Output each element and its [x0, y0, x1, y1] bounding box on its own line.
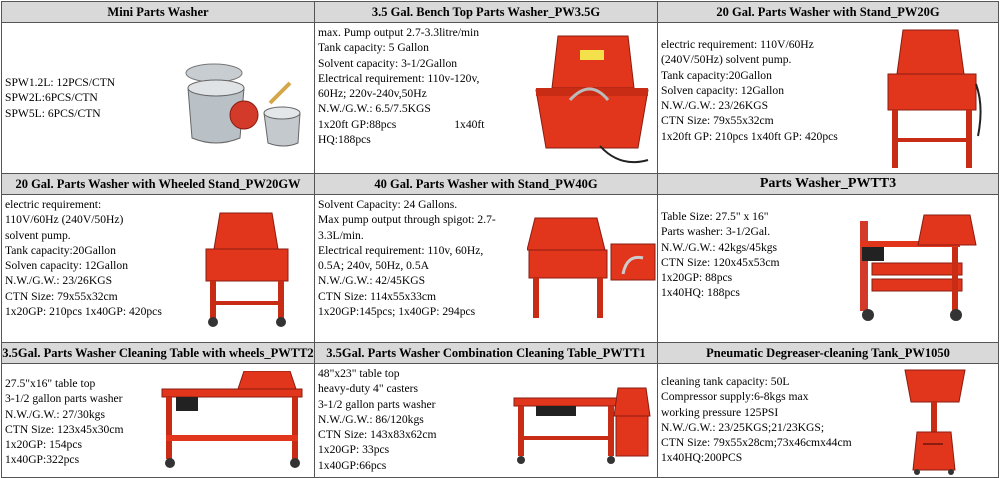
spec-line: CTN Size: 79x55x32cm [661, 114, 774, 128]
spec-line: 1x40GP:66pcs [318, 458, 387, 472]
product-title-pw20gw: 20 Gal. Parts Washer with Wheeled Stand_PW20GW [2, 174, 315, 195]
spec-line: SPW2L:6PCS/CTN [5, 91, 98, 105]
product-grid [1, 1, 999, 478]
product-title-pwtt3: Parts Washer_PWTT3 [658, 174, 999, 195]
spec-line: 1x20GP: 210pcs 1x40GP: 420pcs [5, 305, 162, 319]
spec-line: 1x20ft GP:88pcs 1x40ft [318, 117, 485, 131]
product-specs [2, 23, 164, 173]
spec-line: 1x40HQ:200PCS [661, 451, 743, 465]
washer-with-stand-image [869, 23, 998, 173]
product-cell-pwtt1 [315, 364, 658, 478]
product-specs [2, 195, 183, 342]
spec-line: Table Size: 27.5" x 16" [661, 210, 769, 223]
washer-40g-image [527, 195, 657, 342]
product-cell-mini-washer [2, 23, 315, 174]
spec-line: Electrical requirement: 110v-120v, [318, 71, 480, 85]
spec-line: solvent pump. [5, 228, 71, 242]
spec-line: 48"x23" table top [318, 367, 400, 380]
spec-line: 1x20GP:145pcs; 1x40GP: 294pcs [318, 305, 476, 319]
spec-line: electric requirement: 110V/60Hz [661, 38, 814, 51]
spec-line: CTN Size: 120x45x53cm [661, 255, 780, 269]
spec-line: N.W./G.W.: 42kgs/45kgs [661, 240, 778, 254]
spec-line: heavy-duty 4" casters [318, 382, 419, 396]
spec-line: 1x20GP: 33pcs [318, 443, 390, 457]
table-with-wheels-image [152, 364, 314, 477]
spec-line: N.W./G.W.: 6.5/7.5KGS [318, 102, 431, 116]
spec-line: 60Hz; 220v-240v,50Hz [318, 87, 427, 101]
product-title-mini-washer: Mini Parts Washer [2, 2, 315, 23]
spec-line: 1x20GP: 88pcs [661, 271, 733, 285]
bench-top-washer-image [527, 23, 657, 173]
spec-line: CTN Size: 114x55x33cm [318, 289, 437, 303]
spec-line: N.W./G.W.: 23/26KGS [661, 99, 769, 113]
spec-line: Solvent capacity: 3-1/2Gallon [318, 56, 458, 70]
product-title-pw3-5g: 3.5 Gal. Bench Top Parts Washer_PW3.5G [315, 2, 658, 23]
spec-line: CTN Size: 79x55x32cm [5, 289, 118, 303]
product-cell-pw20gw [2, 195, 315, 343]
spec-line: Parts washer: 3-1/2Gal. [661, 225, 771, 239]
product-title-pwtt1: 3.5Gal. Parts Washer Combination Cleaning Table_PWTT1 [315, 343, 658, 364]
mini-washer-image [164, 23, 314, 173]
spec-line: (240V/50Hz) solvent pump. [661, 53, 792, 67]
spec-line: Solven capacity: 12Gallon [5, 259, 128, 273]
product-specs [658, 23, 869, 173]
spec-line: Solven capacity: 12Gallon [661, 83, 784, 97]
spec-line: Max pump output through spigot: 2.7- [318, 213, 496, 227]
cart-washer-image [845, 195, 998, 342]
spec-line: N.W./G.W.: 23/26KGS [5, 274, 113, 288]
product-cell-pwtt2 [2, 364, 315, 478]
spec-line: cleaning tank capacity: 50L [661, 375, 790, 388]
spec-line: 3-1/2 gallon parts washer [5, 392, 123, 406]
product-cell-pwtt3 [658, 195, 999, 343]
product-title-pwtt2: 3.5Gal. Parts Washer Cleaning Table with wheels_PWTT2 [2, 343, 315, 364]
product-specs [658, 195, 845, 342]
spec-line: Tank capacity:20Gallon [661, 68, 772, 82]
product-title-pw40g: 40 Gal. Parts Washer with Stand_PW40G [315, 174, 658, 195]
spec-line: 1x20ft GP: 210pcs 1x40ft GP: 420pcs [661, 129, 838, 143]
pneumatic-tank-image [872, 364, 998, 477]
spec-line: CTN Size: 79x55x28cm;73x46cmx44cm [661, 436, 852, 450]
spec-line: 3.3L/min. [318, 228, 364, 242]
product-cell-pw20g [658, 23, 999, 174]
spec-line: N.W./G.W.: 27/30kgs [5, 407, 105, 421]
spec-line: 1x40HQ: 188pcs [661, 286, 740, 300]
product-cell-pw40g [315, 195, 658, 343]
product-specs [315, 195, 527, 342]
spec-line: Electrical requirement: 110v, 60Hz, [318, 243, 484, 257]
spec-line: N.W./G.W.: 86/120kgs [318, 412, 424, 426]
spec-line: 1x40GP:322pcs [5, 453, 80, 467]
spec-line: Tank capacity:20Gallon [5, 243, 116, 257]
product-cell-pw3-5g [315, 23, 658, 174]
spec-line: 1x20GP: 154pcs [5, 438, 82, 452]
product-specs [315, 364, 507, 477]
product-specs [658, 364, 872, 477]
spec-line: electric requirement: [5, 198, 102, 211]
spec-line: SPW5L: 6PCS/CTN [5, 106, 101, 120]
spec-line: N.W./G.W.: 42/45KGS [318, 274, 426, 288]
spec-line: Compressor supply:6-8kgs max [661, 390, 809, 404]
product-specs [315, 23, 527, 173]
product-cell-pw1050 [658, 364, 999, 478]
product-specs [2, 364, 152, 477]
spec-line: max. Pump output 2.7-3.3litre/min [318, 26, 480, 39]
washer-wheeled-stand-image [183, 195, 314, 342]
spec-line: 3-1/2 gallon parts washer [318, 397, 436, 411]
spec-line: SPW1.2L: 12PCS/CTN [5, 76, 116, 90]
spec-line: CTN Size: 143x83x62cm [318, 428, 437, 442]
spec-line: 27.5"x16" table top [5, 377, 96, 390]
spec-line: CTN Size: 123x45x30cm [5, 422, 124, 436]
spec-line: HQ:188pcs [318, 133, 371, 147]
spec-line: Tank capacity: 5 Gallon [318, 41, 429, 55]
combination-table-image [507, 364, 657, 477]
spec-line: working pressure 125PSI [661, 405, 779, 419]
spec-line: N.W./G.W.: 23/25KGS;21/23KGS; [661, 420, 825, 434]
spec-line: 0.5A; 240v, 50Hz, 0.5A [318, 259, 429, 273]
product-title-pw1050: Pneumatic Degreaser-cleaning Tank_PW1050 [658, 343, 999, 364]
spec-line: Solvent Capacity: 24 Gallons. [318, 198, 458, 211]
spec-line: 110V/60Hz (240V/50Hz) [5, 213, 124, 227]
product-title-pw20g: 20 Gal. Parts Washer with Stand_PW20G [658, 2, 999, 23]
